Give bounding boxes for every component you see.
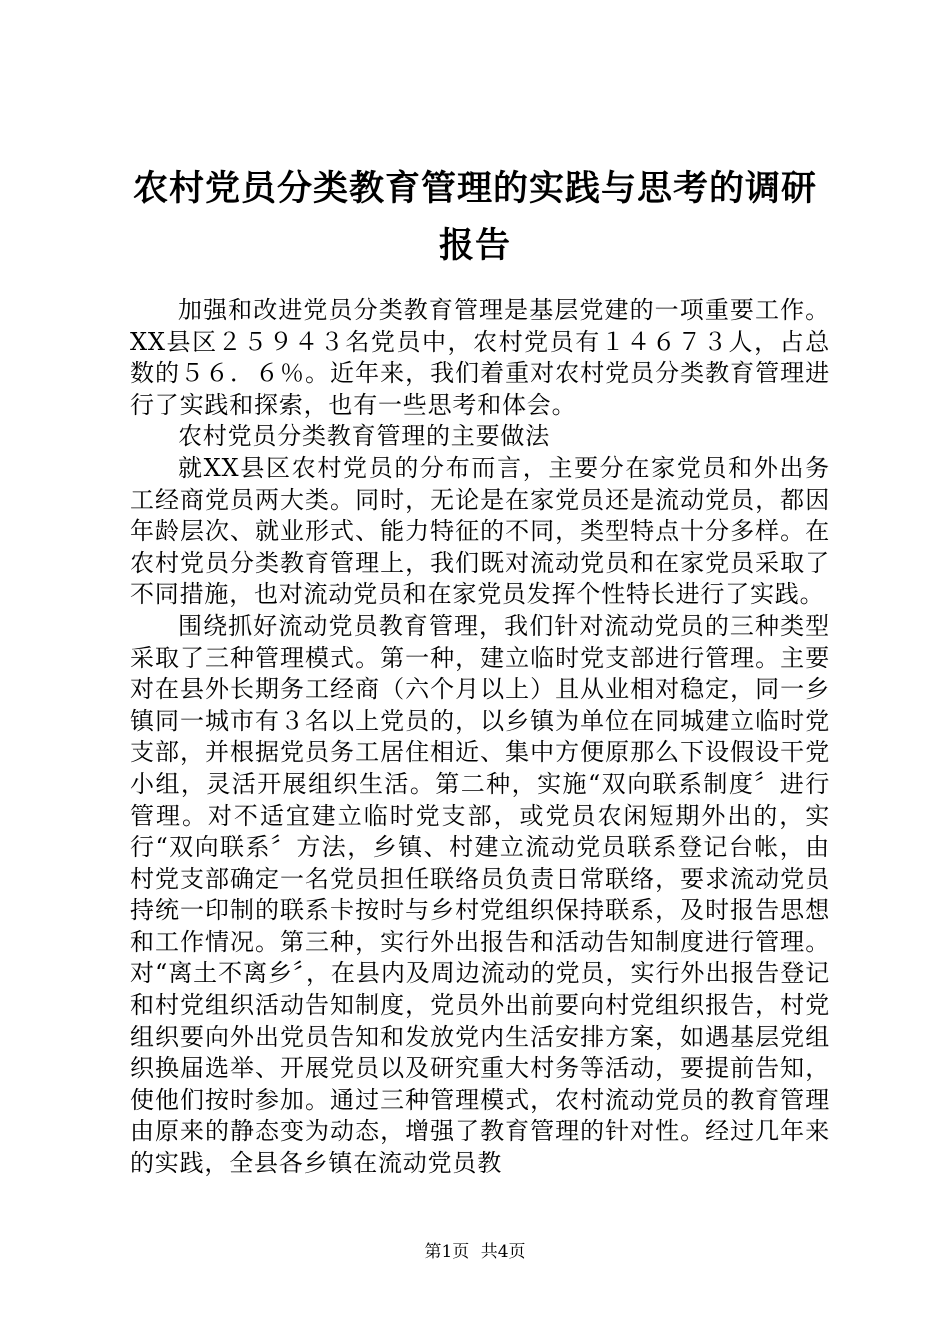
paragraph-management-modes: 围绕抓好流动党员教育管理，我们针对流动党员的三种类型采取了三种管理模式。第一种，建立临时党支部进行管理。主要对在县外长期务工经商（六个月以上）且从业相对稳定，同一乡镇同一城市有３名以上党员的，以乡镇为单位在同城建立临时党支部，并根据党员务工居住相近、集中方便原那么下设假设干党小组，灵活开展组织生活。第二种，实施“双向联系制度〞进行管理。对不适宜建立临时党支部，或党员农闲短期外出的，实行“双向联系〞方法，乡镇、村建立流动党员联系登记台帐，由村党支部确定一名党员担任联络员负责日常联络，要求流动党员持统一印制的联系卡按时与乡村党组织保持联系，及时报告思想和工作情况。第三种，实行外出报告和活动告知制度进行管理。对“离土不离乡〞，在县内及周边流动的党员，实行外出报告登记和村党组织活动告知制度，党员外出前要向村党组织报告，村党组织要向外出党员告知和发放党内生活安排方案，如遇基层党组织换届选举、开展党员以及研究重大村务等活动，要提前告知，使他们按时参加。通过三种管理模式，农村流动党员的教育管理由原来的静态变为动态，增强了教育管理的针对性。经过几年来的实践，全县各乡镇在流动党员教 xyxy=(130,611,830,1178)
page-number: 第1页 xyxy=(424,1242,470,1262)
page-total: 共4页 xyxy=(480,1242,526,1262)
paragraph-distribution: 就XX县区农村党员的分布而言，主要分在家党员和外出务工经商党员两大类。同时，无论是在家党员还是流动党员，都因年龄层次、就业形式、能力特征的不同，类型特点十分多样。在农村党员分类教育管理上，我们既对流动党员和在家党员采取了不同措施，也对流动党员和在家党员发挥个性特长进行了实践。 xyxy=(130,453,830,609)
paragraph-intro: 加强和改进党员分类教育管理是基层党建的一项重要工作。XX县区２５９４３名党员中，农村党员有１４６７３人，占总数的５６．６％。近年来，我们着重对农村党员分类教育管理进行了实践和探索，也有一些思考和体会。 xyxy=(130,296,830,419)
section-heading: 农村党员分类教育管理的主要做法 xyxy=(178,422,550,451)
page-footer xyxy=(0,1242,950,1262)
document-title: 农村党员分类教育管理的实践与思考的调研报告 xyxy=(132,168,817,266)
document-body xyxy=(130,295,830,1180)
